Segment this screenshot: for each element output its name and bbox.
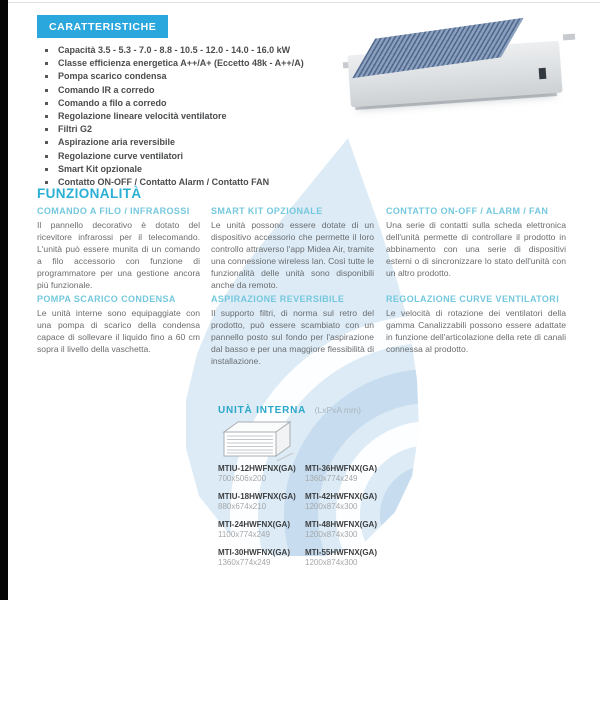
list-item: [40, 99, 350, 108]
list-item: [40, 152, 350, 161]
model-dimensions: 700x506x200: [218, 473, 267, 483]
unita-interna-subtitle: (LxPxA mm): [314, 405, 361, 415]
feature-block: [37, 294, 200, 356]
list-item-text: Pompa scarico condensa: [58, 71, 167, 82]
model-dimensions: 1360x774x249: [305, 473, 358, 483]
feature-body: Le unità interne sono equipaggiate con una pompa di scarico della condensa capace di sollevare il liquido fino a 60 cm sopra il livello della vaschetta.: [37, 308, 200, 354]
list-item: [40, 138, 350, 147]
model-dimensions: 1200x874x300: [305, 557, 358, 567]
feature-block: [386, 294, 566, 356]
model-entry: [305, 464, 377, 483]
list-item-text: Comando IR a corredo: [58, 84, 155, 95]
unit-dimensions-icon: [218, 416, 298, 469]
model-name: MTI-42HWFNX(GA): [305, 492, 377, 501]
list-item-text: Regolazione lineare velocità ventilatore: [58, 110, 227, 121]
model-entry: [218, 520, 305, 539]
feature-block: [211, 206, 374, 294]
list-item-text: Regolazione curve ventilatori: [58, 150, 184, 161]
feature-block: [386, 206, 566, 294]
list-item-text: Aspirazione aria reversibile: [58, 137, 176, 148]
model-entry: [218, 492, 305, 511]
page-edge-bar: [0, 0, 8, 600]
model-dimensions: 1200x874x300: [305, 501, 358, 511]
feature-heading: ASPIRAZIONE REVERSIBILE: [211, 294, 345, 304]
list-item: [40, 125, 350, 134]
feature-body: Il supporto filtri, di norma sul retro del prodotto, può essere scambiato con un pannello posto sul fondo per l'aspirazione dal basso e per una maggiore flessibilità di installazione.: [211, 308, 374, 366]
unita-interna-title: UNITÀ INTERNA: [218, 405, 307, 416]
model-name: MTI-48HWFNX(GA): [305, 520, 377, 529]
model-name: MTI-55HWFNX(GA): [305, 548, 377, 557]
feature-column-3: [386, 206, 566, 356]
feature-heading: SMART KIT OPZIONALE: [211, 206, 323, 216]
funzionalita-title: FUNZIONALITÀ: [37, 186, 142, 201]
model-column-left: [218, 464, 305, 576]
feature-column-1: [37, 206, 200, 356]
model-dimensions: 1200x874x300: [305, 529, 358, 539]
model-table: [218, 464, 377, 576]
list-item: [40, 165, 350, 174]
list-item-text: Smart Kit opzionale: [58, 163, 143, 174]
list-item-text: Filtri G2: [58, 124, 93, 135]
caratteristiche-badge: CARATTERISTICHE: [37, 15, 168, 38]
model-name: MTIU-18HWFNX(GA): [218, 492, 296, 501]
feature-block: [37, 206, 200, 294]
feature-column-2: [211, 206, 374, 368]
model-entry: [305, 492, 377, 511]
list-item: [40, 112, 350, 121]
feature-body: Il pannello decorativo è dotato del ricevitore infrarossi per il telecomando. L'unità può essere munita di un comando a filo accessorio con funzione di programmatore per una gestione ancora più funzionale.: [37, 220, 200, 290]
top-divider: [8, 2, 600, 3]
feature-heading: CONTATTO ON-OFF / ALARM / FAN: [386, 206, 549, 216]
list-item: [40, 59, 350, 68]
model-name: MTI-36HWFNX(GA): [305, 464, 377, 473]
feature-block: [211, 294, 374, 368]
product-photo-image: [343, 18, 583, 128]
feature-body: Le velocità di rotazione dei ventilatori della gamma Canalizzabili possono essere adattate in funzione dell'articolazione della rete di canali connessa al prodotto.: [386, 308, 566, 354]
list-item-text: Contatto ON-OFF / Contatto Alarm / Contatto FAN: [58, 176, 270, 187]
model-dimensions: 1360x774x249: [218, 557, 271, 567]
list-item-text: Capacità 3.5 - 5.3 - 7.0 - 8.8 - 10.5 - 12.0 - 14.0 - 16.0 kW: [58, 45, 291, 55]
list-item-text: Comando a filo a corredo: [58, 97, 167, 108]
feature-heading: COMANDO A FILO / INFRAROSSI: [37, 206, 190, 216]
caratteristiche-list: [40, 46, 350, 191]
mounting-bracket-right: [563, 34, 575, 41]
model-dimensions: 1100x774x249: [218, 529, 270, 539]
list-item: [40, 46, 350, 55]
model-name: MTI-24HWFNX(GA): [218, 520, 290, 529]
list-item-text: Classe efficienza energetica A++/A+ (Eccetto 48k - A++/A): [58, 58, 304, 69]
model-column-right: [305, 464, 377, 576]
model-entry: [218, 548, 305, 567]
model-dimensions: 880x674x210: [218, 501, 267, 511]
model-name: MTIU-12HWFNX(GA): [218, 464, 296, 473]
model-entry: [305, 520, 377, 539]
feature-body: Una serie di contatti sulla scheda elettronica dell'unità permette di controllare il prodotto in abbinamento con una serie di dispositivi esterni o di sincronizzare lo stato dell'unità con un altro prodotto.: [386, 220, 566, 278]
model-name: MTI-30HWFNX(GA): [218, 548, 290, 557]
list-item: [40, 72, 350, 81]
feature-heading: REGOLAZIONE CURVE VENTILATORI: [386, 294, 560, 304]
unit-side-knob: [539, 68, 547, 79]
feature-heading: POMPA SCARICO CONDENSA: [37, 294, 176, 304]
model-entry: [218, 464, 305, 483]
model-entry: [305, 548, 377, 567]
feature-body: Le unità possono essere dotate di un dispositivo accessorio che permette il loro controllo attraverso l'app Midea Air, tramite una connessione wireless lan. Così tutte le funzionalità delle unità sono disponibili anche da remoto.: [211, 220, 374, 290]
list-item: [40, 86, 350, 95]
